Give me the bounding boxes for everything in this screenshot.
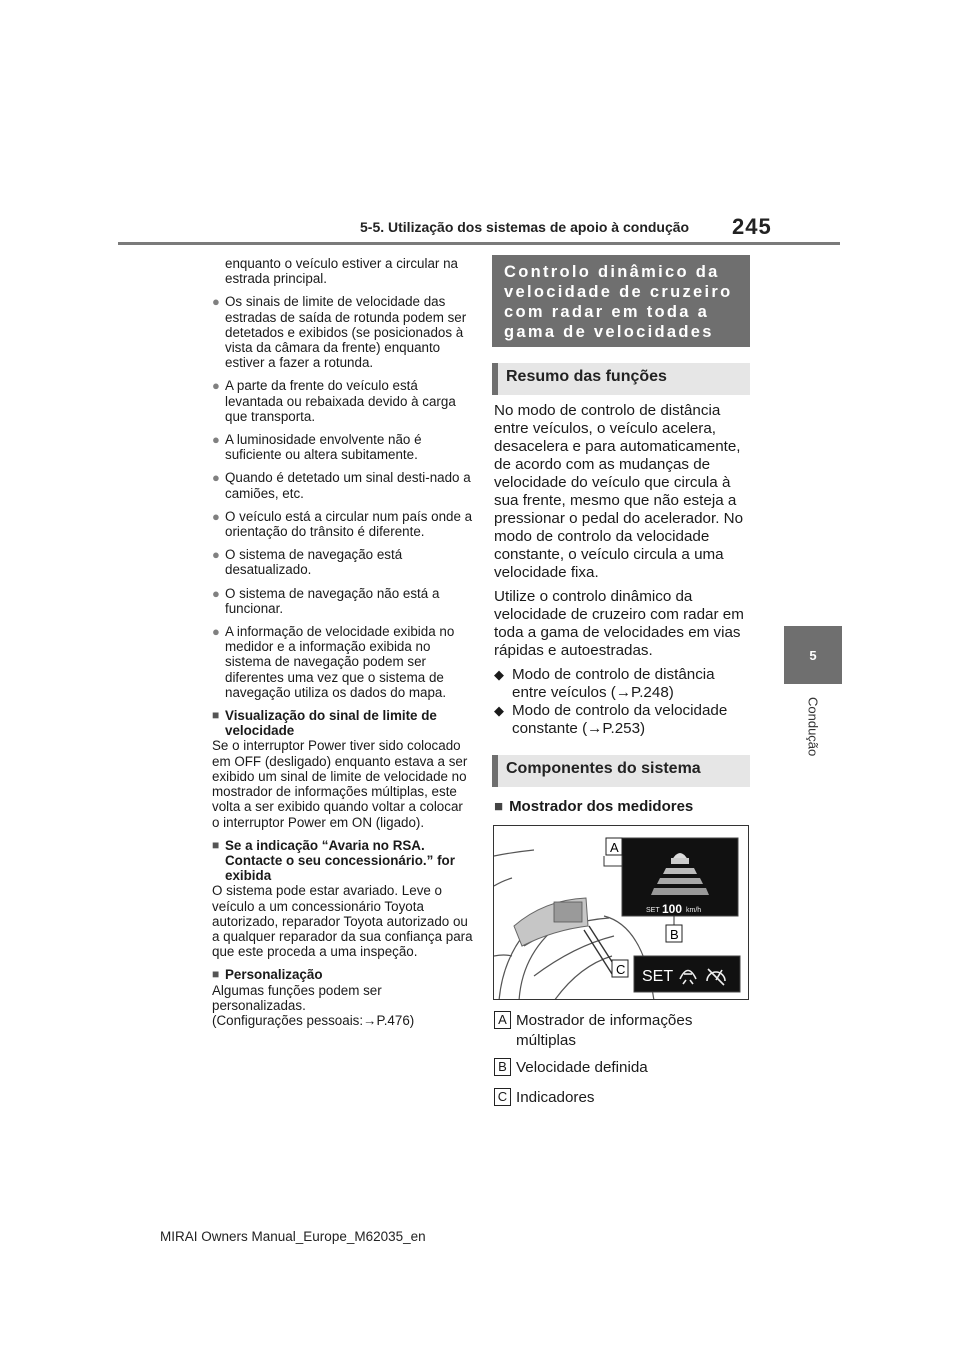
subsection-title: Componentes do sistema <box>492 755 750 787</box>
svg-text:B: B <box>670 927 679 942</box>
arrow-icon: → <box>615 684 632 701</box>
subsection-heading: ■ Se a indicação “Avaria no RSA. Contacte o seu concessionário.” for exibida <box>212 837 455 884</box>
page-number: 245 <box>732 214 772 239</box>
arrow-icon: → <box>363 1012 377 1028</box>
bullet-dot-icon: ● <box>212 470 220 486</box>
svg-text:C: C <box>616 962 626 977</box>
square-bullet-icon: ■ <box>212 967 220 982</box>
list-item: ● Quando é detetado um sinal desti-nado a camiões, etc. <box>212 470 471 501</box>
bullet-dot-icon: ● <box>212 585 220 601</box>
list-item: ● A parte da frente do veículo está levantada ou rebaixada devido à carga que transporta. <box>212 378 456 424</box>
right-column <box>494 402 752 738</box>
legend-tag: A <box>494 1011 511 1029</box>
body-paragraph: No modo de controlo de distância entre veículos, o veículo acelera, desacelera e para automaticamente, de acordo com as mudanças de velocidade do veículo que circula à sua frente, mesmo que não esteja a pressionar o pedal do acelerador. No modo de controlo da velocidade constante, o veículo circula a uma velocidade fixa. <box>494 402 744 581</box>
legend-item-c <box>494 1088 736 1108</box>
subsection-body: O sistema pode estar avariado. Leve o veículo a um concessionário Toyota autorizado, reparador Toyota autorizado ou a qualquer reparador da sua confiança para que este proceda a uma inspeção. <box>212 883 473 960</box>
set-indicator: SET <box>642 968 674 985</box>
meter-screen <box>554 902 582 922</box>
list-item: ● O sistema de navegação está desatualizado. <box>212 547 403 578</box>
svg-text:A: A <box>610 840 619 855</box>
chapter-number: 5 <box>809 647 817 663</box>
list-item: ● O sistema de navegação não está a funcionar. <box>212 585 440 616</box>
list-item: ◆ Modo de controlo de distância entre veículos (→P.248) <box>494 666 715 701</box>
list-item: ● Os sinais de limite de velocidade das estradas de saída de rotunda podem ser detetados e exibidos (se posicionados à vista da câmara da frente) enquanto estiver a fazer a rotunda. <box>212 294 467 371</box>
bullet-dot-icon: ● <box>212 547 220 563</box>
footer-manual-id: MIRAI Owners Manual_Europe_M62035_en <box>160 1229 426 1244</box>
set-speed-value: 100 <box>662 902 683 916</box>
bullet-dot-icon: ● <box>212 624 220 640</box>
bullet-dot-icon: ● <box>212 508 220 524</box>
legend-text: Indicadores <box>516 1089 595 1106</box>
bullet-dot-icon: ● <box>212 378 220 394</box>
legend-text: Mostrador de informações múltiplas <box>516 1012 693 1049</box>
diamond-bullet-icon: ◆ <box>494 703 504 718</box>
speed-unit: km/h <box>686 907 702 914</box>
chapter-tab[interactable] <box>784 626 842 684</box>
reference-text: (Configurações pessoais:→P.476) <box>212 1012 415 1028</box>
legend-text: Velocidade definida <box>516 1059 648 1076</box>
diamond-bullet-icon: ◆ <box>494 667 504 682</box>
section-title: 5-5. Utilização dos sistemas de apoio à condução <box>360 219 690 235</box>
set-small-label: SET <box>646 907 660 914</box>
subsection-body: Se o interruptor Power tiver sido colocado em OFF (desligado) enquanto estava a ser exibido um sinal de limite de velocidade no mostrador de informações múltiplas, este volta a ser exibido quando voltar a colocar o interruptor Power em ON (ligado). <box>212 738 468 830</box>
arrow-icon: → <box>587 720 603 737</box>
subsection-body: Algumas funções podem ser personalizadas. <box>212 982 382 1013</box>
page-reference-link[interactable]: P.253) <box>602 720 646 737</box>
legend-tag: C <box>494 1088 511 1106</box>
bullet-dot-icon: ● <box>212 432 220 448</box>
subsection-heading: ■ Personalização <box>212 967 323 983</box>
page-reference-link[interactable]: P.248) <box>631 684 674 701</box>
square-bullet-icon: ■ <box>212 708 220 723</box>
meter-display-illustration <box>493 825 749 1000</box>
square-bullet-icon: ■ <box>212 837 220 852</box>
continued-text: enquanto o veículo estiver a circular na estrada principal. <box>225 256 458 287</box>
legend-item-a <box>494 1011 736 1051</box>
list-item: ● A luminosidade envolvente não é suficiente ou altera subitamente. <box>212 432 422 463</box>
bullet-dot-icon: ● <box>212 294 220 310</box>
square-bullet-icon: ■ <box>494 798 504 815</box>
legend-item-b <box>494 1058 736 1078</box>
meter-illustration-svg <box>494 826 749 1000</box>
header-divider <box>118 242 840 245</box>
subsection-title: Resumo das funções <box>492 363 750 395</box>
legend-tag: B <box>494 1058 511 1076</box>
list-item: ● O veículo está a circular num país onde a orientação do trânsito é diferente. <box>212 508 473 540</box>
section-title-box: Controlo dinâmico da velocidade de cruzeiro com radar em toda a gama de velocidades <box>492 255 750 347</box>
list-item: ● A informação de velocidade exibida no medidor e a informação exibida no sistema de navegação podem ser diferentes uma vez que o sistema de navegação utiliza os dados do mapa. <box>212 624 455 700</box>
page-reference-link[interactable]: P.476) <box>376 1012 415 1028</box>
subsection-heading: ■ Visualização do sinal de limite de velocidade <box>212 708 437 739</box>
left-column <box>212 256 474 1028</box>
body-paragraph: Utilize o controlo dinâmico da velocidade de cruzeiro com radar em toda a gama de velocidades em vias rápidas e autoestradas. <box>494 588 744 659</box>
chapter-label: Condução <box>805 697 821 757</box>
subsection-heading: ■ Mostrador dos medidores <box>494 798 694 815</box>
list-item: ◆ Modo de controlo da velocidade constante (→P.253) <box>494 702 728 737</box>
